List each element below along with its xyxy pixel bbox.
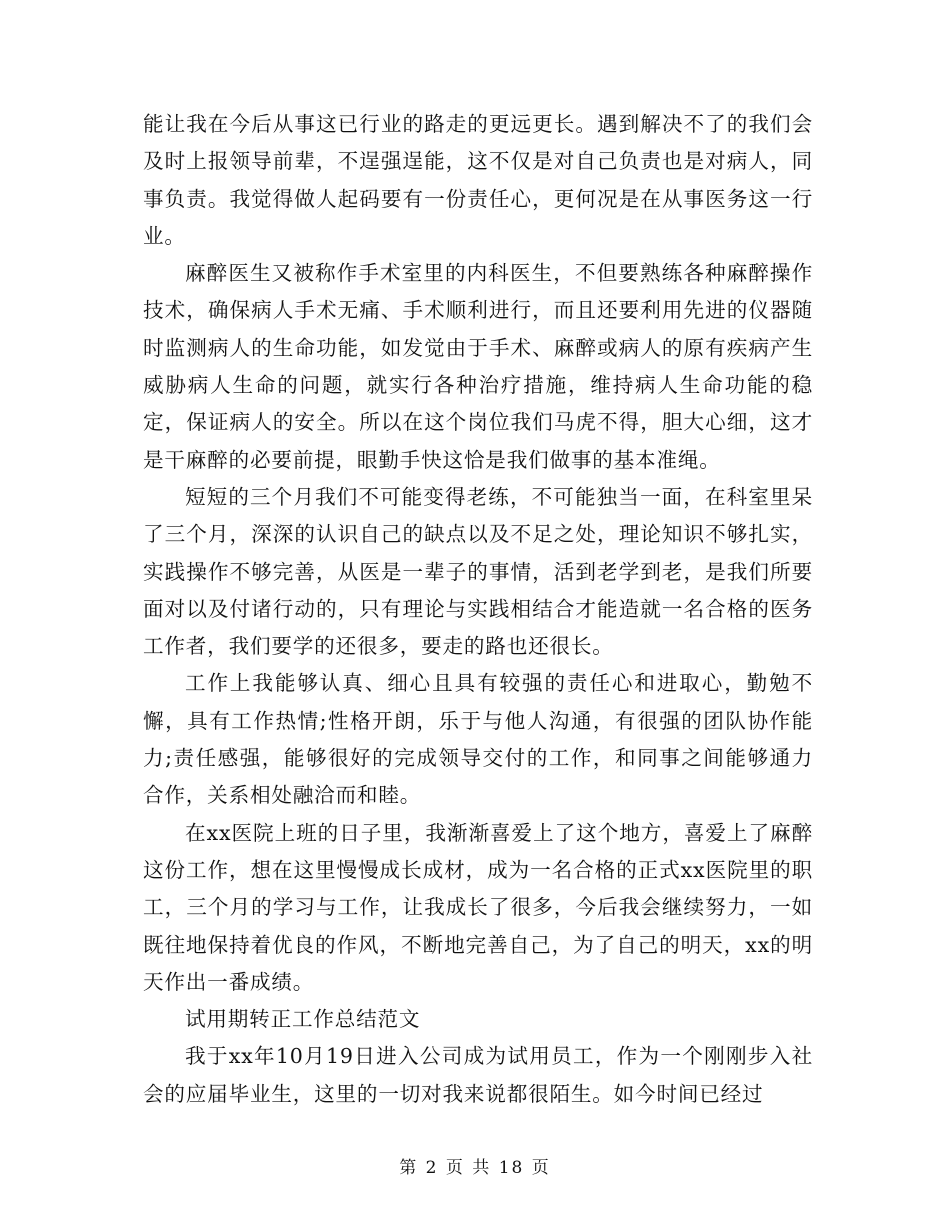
paragraph-continuation: 能让我在今后从事这已行业的路走的更远更长。遇到解决不了的我们会及时上报领导前辈，不逞强逞能，这不仅是对自己负责也是对病人，同事负责。我觉得做人起码要有一份责任心，更何况是在从事医务这一行业。	[143, 112, 813, 248]
page-number-footer: 第 2 页 共 18 页	[399, 1158, 551, 1178]
paragraph-probation-start: 我于xx年10月19日进入公司成为试用员工，作为一个刚刚步入社会的应届毕业生，这里的一切对我来说都很陌生。如今时间已经过	[143, 1044, 813, 1106]
paragraph-hospital: 在xx医院上班的日子里，我渐渐喜爱上了这个地方，喜爱上了麻醉这份工作，想在这里慢慢成长成材，成为一名合格的正式xx医院里的职工，三个月的学习与工作，让我成长了很多，今后我会继续努力，一如既往地保持着优良的作风，不断地完善自己，为了自己的明天，xx的明天作出一番成绩。	[143, 820, 813, 994]
paragraph-anesthesiologist-role: 麻醉医生又被称作手术室里的内科医生，不但要熟练各种麻醉操作技术，确保病人手术无痛、手术顺利进行，而且还要利用先进的仪器随时监测病人的生命功能，如发觉由于手术、麻醉或病人的原有疾病产生威胁病人生命的问题，就实行各种治疗措施，维持病人生命功能的稳定，保证病人的安全。所以在这个岗位我们马虎不得，胆大心细，这才是干麻醉的必要前提，眼勤手快这恰是我们做事的基本准绳。	[143, 261, 813, 472]
paragraph-three-months: 短短的三个月我们不可能变得老练，不可能独当一面，在科室里呆了三个月，深深的认识自己的缺点以及不足之处，理论知识不够扎实，实践操作不够完善，从医是一辈子的事情，活到老学到老，是我们所要面对以及付诸行动的，只有理论与实践相结合才能造就一名合格的医务工作者，我们要学的还很多，要走的路也还很长。	[143, 484, 813, 659]
document-body	[143, 106, 813, 1113]
section-heading: 试用期转正工作总结范文	[185, 1007, 421, 1032]
paragraph-work-attitude: 工作上我能够认真、细心且具有较强的责任心和进取心，勤勉不懈，具有工作热情;性格开朗，乐于与他人沟通，有很强的团队协作能力;责任感强，能够很好的完成领导交付的工作，和同事之间能够通力合作，关系相处融洽而和睦。	[143, 671, 813, 808]
